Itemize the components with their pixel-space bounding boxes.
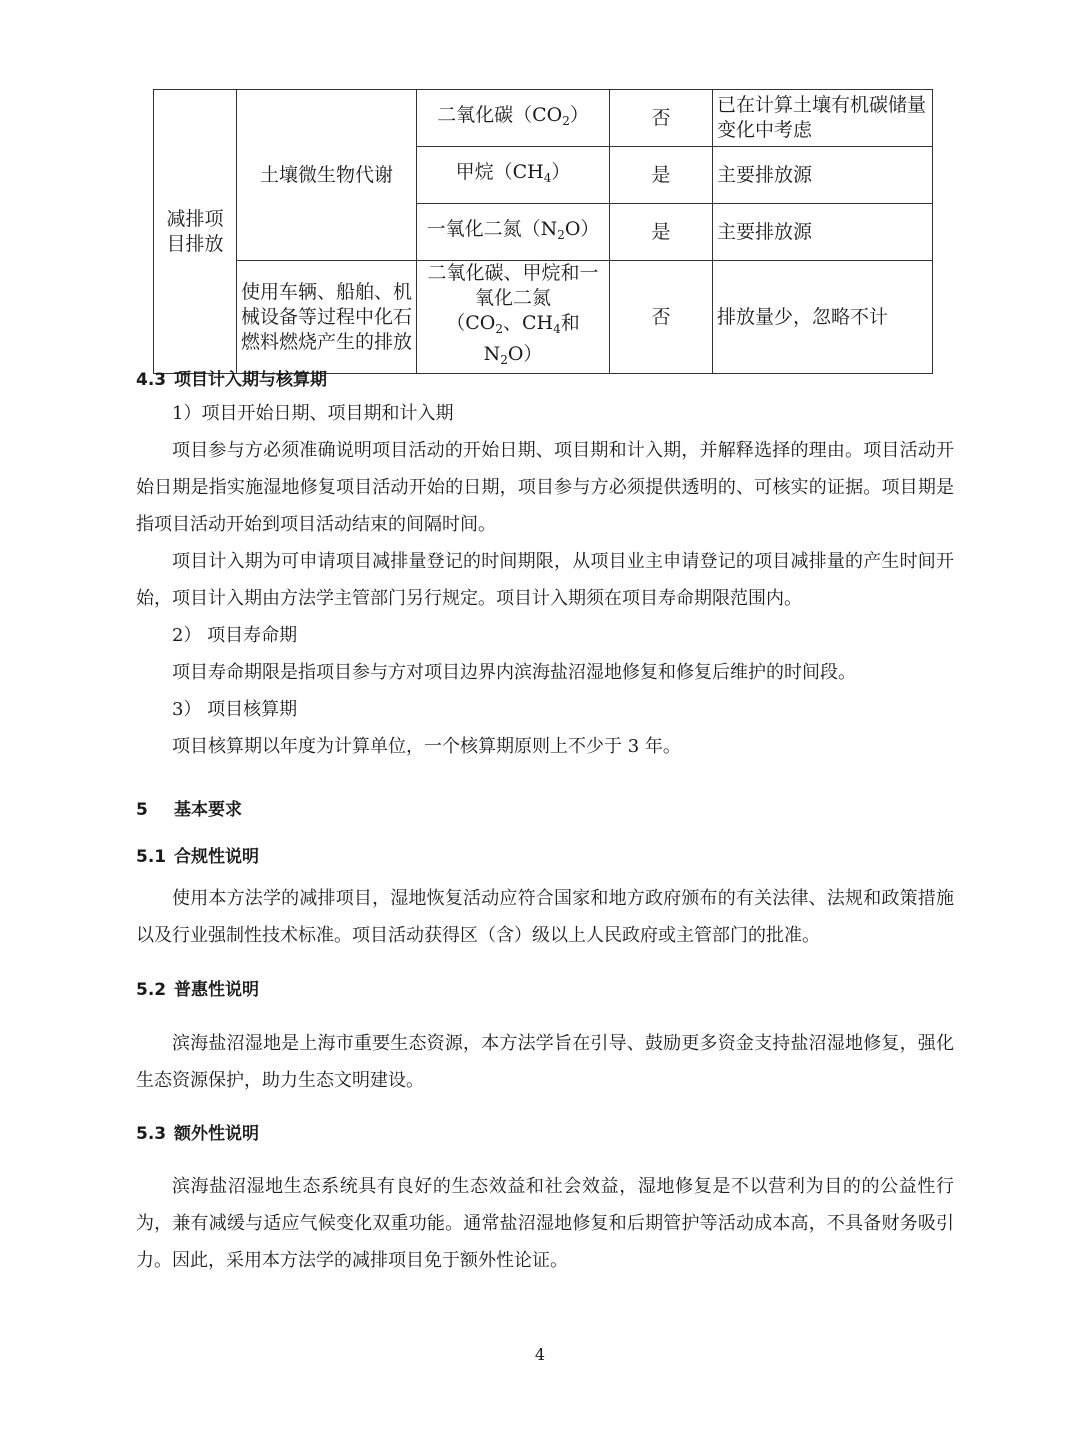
included-cell: 否 <box>610 261 713 374</box>
emission-sources-table <box>153 89 933 374</box>
page-number: 4 <box>534 1345 546 1364</box>
paragraph: 项目计入期为可申请项目减排量登记的时间期限，从项目业主申请登记的项目减排量的产生时间开始，项目计入期由方法学主管部门另行规定。项目计入期须在项目寿命期限范围内。 <box>136 551 954 609</box>
section-heading-5-3: 5.3 额外性说明 <box>136 1124 259 1144</box>
section-heading-5-2: 5.2 普惠性说明 <box>136 980 259 1000</box>
gas-cell: 甲烷$(CH_4)$ <box>417 147 610 204</box>
gas-cell: 二氧化碳、甲烷和一氧化二氮 （$CO_2$、$CH_4$和 $N_2O$） <box>417 261 610 374</box>
subheading-start-date: 1）项目开始日期、项目期和计入期 <box>172 403 454 424</box>
gas-cell: 二氧化碳$(CO_2)$ <box>417 90 610 147</box>
note-cell: 主要排放源 <box>713 204 933 261</box>
note-cell: 主要排放源 <box>713 147 933 204</box>
table-row <box>154 261 933 374</box>
section-heading-5-1: 5.1 合规性说明 <box>136 847 259 867</box>
source-cell: 土壤微生物代谢 <box>237 90 417 261</box>
included-cell: 是 <box>610 147 713 204</box>
note-cell: 排放量少，忽略不计 <box>713 261 933 374</box>
subheading-lifetime: 2） 项目寿命期 <box>172 625 298 646</box>
gas-cell: 一氧化二氮$(N_2O)$ <box>417 204 610 261</box>
paragraph: 项目核算期以年度为计算单位，一个核算期原则上不少于 3 年。 <box>172 736 681 757</box>
paragraph: 滨海盐沼湿地是上海市重要生态资源，本方法学旨在引导、鼓励更多资金支持盐沼湿地修复，强化生态资源保护，助力生态文明建设。 <box>136 1033 954 1091</box>
source-cell: 使用车辆、船舶、机械设备等过程中化石燃料燃烧产生的排放 <box>237 261 417 374</box>
section-heading-4-3: 4.3 项目计入期与核算期 <box>136 370 327 390</box>
subheading-accounting-period: 3） 项目核算期 <box>172 699 298 720</box>
paragraph: 滨海盐沼湿地生态系统具有良好的生态效益和社会效益，湿地修复是不以营利为目的的公益性行为，兼有减缓与适应气候变化双重功能。通常盐沼湿地修复和后期管护等活动成本高，不具备财务吸引力。因此，采用本方法学的减排项目免于额外性论证。 <box>136 1176 954 1271</box>
included-cell: 是 <box>610 204 713 261</box>
table-row <box>154 90 933 147</box>
paragraph: 项目寿命期限是指项目参与方对项目边界内滨海盐沼湿地修复和修复后维护的时间段。 <box>172 662 856 683</box>
paragraph: 项目参与方必须准确说明项目活动的开始日期、项目期和计入期，并解释选择的理由。项目活动开始日期是指实施湿地修复项目活动开始的日期，项目参与方必须提供透明的、可核实的证据。项目期是指项目活动开始到项目活动结束的间隔时间。 <box>136 440 954 535</box>
paragraph: 使用本方法学的减排项目，湿地恢复活动应符合国家和地方政府颁布的有关法律、法规和政策措施以及行业强制性技术标准。项目活动获得区（含）级以上人民政府或主管部门的批准。 <box>136 888 954 946</box>
section-heading-5: 5 基本要求 <box>136 800 242 820</box>
included-cell: 否 <box>610 90 713 147</box>
note-cell: 已在计算土壤有机碳储量变化中考虑 <box>713 90 933 147</box>
group-label-cell: 减排项目排放 <box>154 90 237 374</box>
